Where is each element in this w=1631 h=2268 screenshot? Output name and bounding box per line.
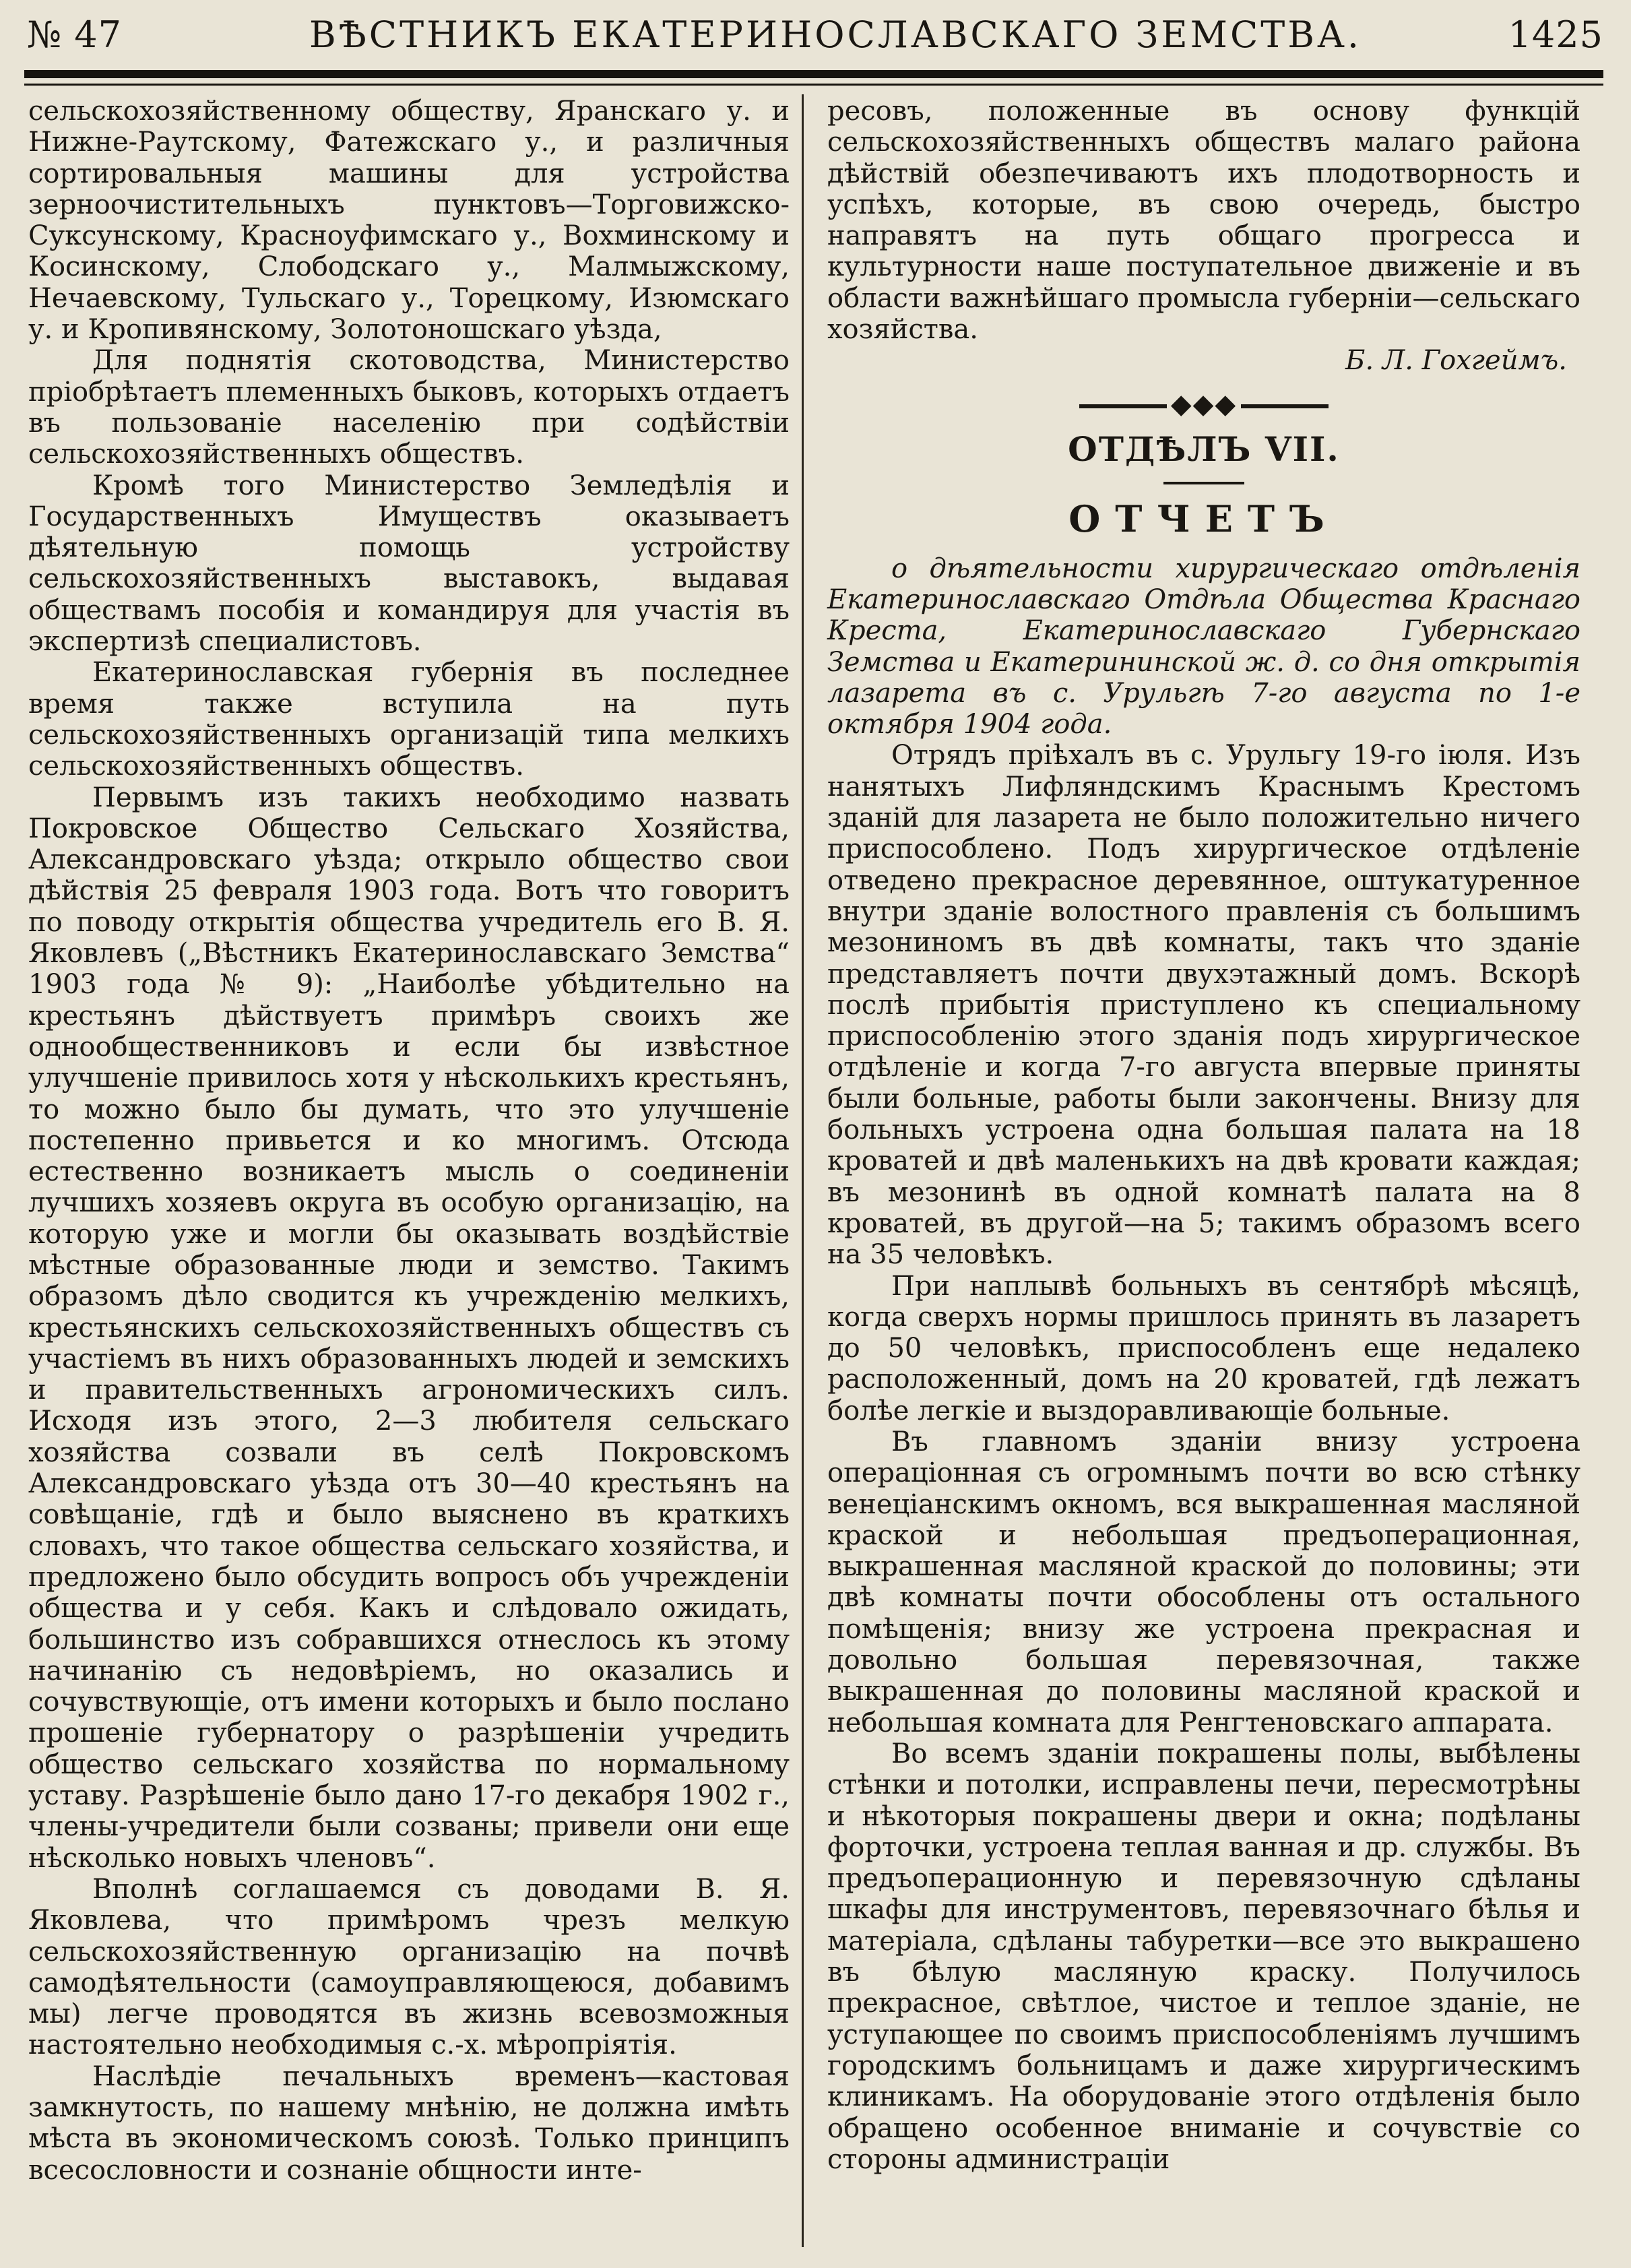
paragraph: Екатеринославская губернія въ последнее время также вступила на путь сельскохозяйственныхъ организацій типа мелкихъ сельскохозяйственныхъ обществъ. bbox=[28, 657, 790, 782]
section-title: ОТДѢЛЪ VII. bbox=[1068, 429, 1340, 469]
paragraph: сельскохозяйственному обществу, Яранскаго у. и Нижне-Раутскому, Фатежскаго у., и различныя сортировальныя машины для устройства зерноочистительныхъ пунктовъ—Торговижско-Суксунскому, Красноуфимскаго у., Вохминскому и Косинскому, Слободскаго у., Малмыжскому, Нечаевскому, Тульскаго у., Торецкому, Изюмскаго у. и Кропивянскому, Золотоношскаго уѣзда, bbox=[28, 96, 790, 346]
page-number: 1425 bbox=[1508, 13, 1603, 56]
issue-number: № 47 bbox=[27, 13, 122, 56]
header-rule-thin bbox=[24, 84, 1603, 86]
author-signature: Б. Л. Гохгеймъ. bbox=[1345, 345, 1567, 377]
paragraph: Отрядъ пріѣхалъ въ с. Урульгу 19-го іюля. Изъ нанятыхъ Лифляндскимъ Краснымъ Крестомъ зданій для лазарета не было положительно ничего приспособлено. Подъ хирургическое отдѣленіе отведено прекрасное деревянное, оштукатуренное внутри зданіе волостного правленія съ большимъ мезониномъ въ двѣ комнаты, такъ что зданіе представляетъ почти двухэтажный домъ. Вскорѣ послѣ прибытія приступлено къ специальному приспособленію этого зданія подъ хирургическое отдѣленіе и когда 7-го августа впервые приняты были больные, работы были закончены. Внизу для больныхъ устроена одна большая палата на 18 кроватей и двѣ маленькихъ на двѣ кровати каждая; въ мезонинѣ въ одной комнатѣ палата на 8 кроватей, въ другой—на 5; такимъ образомъ всего на 35 человѣкъ. bbox=[827, 740, 1580, 1271]
paragraph: ресовъ, положенные въ основу функцій сельскохозяйственныхъ обществъ малаго района дѣйствій обезпечиваютъ ихъ плодотворность и успѣхъ, которые, въ свою очередь, быстро направятъ на путь общаго прогресса и культурности наше поступательное движеніе и въ области важнѣйшаго промысла губерніи—сельскаго хозяйства. bbox=[827, 96, 1580, 346]
report-subtitle: о дѣятельности хирургическаго отдѣленія Екатеринославскаго Отдѣла Общества Краснаго Креста, Екатеринославскаго Губернскаго Земства и Екатерининской ж. д. со дня открытія лазарета въ с. Урульгѣ 7-го августа по 1-е октября 1904 года. bbox=[827, 553, 1580, 741]
paragraph: Вполнѣ соглашаемся съ доводами В. Я. Яковлева, что примѣромъ чрезъ мелкую сельскохозяйственную организацію на почвѣ самодѣятельности (самоуправляющеюся, добавимъ мы) легче проводятся въ жизнь всевозможныя настоятельно необходимыя с.-х. мѣропріятія. bbox=[28, 1873, 790, 2061]
ornament-divider: ◆◆◆ bbox=[827, 389, 1580, 420]
right-column bbox=[827, 96, 1580, 2175]
paragraph: Въ главномъ зданіи внизу устроена операціонная съ огромнымъ почти во всю стѣнку венеціанскимъ окномъ, вся выкрашенная масляной краской и небольшая предъоперационная, выкрашенная масляной краской до половины; эти двѣ комнаты почти обособлены отъ остального помѣщенія; внизу же устроена прекрасная и довольно большая перевязочная, также выкрашенная до половины масляной краской и небольшая комната для Ренгтеновскаго аппарата. bbox=[827, 1426, 1580, 1738]
short-rule bbox=[1163, 482, 1244, 484]
column-separator bbox=[802, 94, 804, 2247]
paragraph: Кромѣ того Министерство Земледѣлія и Государственныхъ Имуществъ оказываетъ дѣятельную помощь устройству сельскохозяйственныхъ выставокъ, выдавая обществамъ пособія и командируя для участія въ экспертизѣ специалистовъ. bbox=[28, 470, 790, 658]
paragraph: Во всемъ зданіи покрашены полы, выбѣлены стѣнки и потолки, исправлены печи, пересмотрѣны и нѣкоторыя покрашены двери и окна; подѣланы форточки, устроена теплая ванная и др. службы. Въ предъоперационную и перевязочную сдѣланы шкафы для инструментовъ, перевязочнаго бѣлья и матеріала, сдѣланы табуретки—все это выкрашено въ бѣлую масляную краску. Получилось прекрасное, свѣтлое, чистое и теплое зданіе, не уступающее по своимъ приспособленіямъ лучшимъ городскимъ больницамъ и даже хирургическимъ клиникамъ. На оборудованіе этого отдѣленія было обращено особенное вниманіе и сочувствіе со стороны администраціи bbox=[827, 1738, 1580, 2175]
journal-title: ВѢСТНИКЪ ЕКАТЕРИНОСЛАВСКАГО ЗЕМСТВА. bbox=[309, 13, 1362, 56]
report-title: ОТЧЕТЪ bbox=[1068, 497, 1339, 540]
paragraph: Наслѣдіе печальныхъ временъ—кастовая замкнутость, по нашему мнѣнію, не должна имѣть мѣста въ экономическомъ союзѣ. Только принципъ всесословности и сознаніе общности инте- bbox=[28, 2060, 790, 2186]
left-column bbox=[28, 96, 790, 2186]
paragraph: При наплывѣ больныхъ въ сентябрѣ мѣсяцѣ, когда сверхъ нормы пришлось принять въ лазаретъ до 50 человѣкъ, приспособленъ еще недалеко расположенный, домъ на 20 кроватей, гдѣ лежатъ болѣе легкіе и выздоравливающіе больные. bbox=[827, 1270, 1580, 1426]
paragraph: Для поднятія скотоводства, Министерство пріобрѣтаетъ племенныхъ быковъ, которыхъ отдаетъ въ пользованіе населенію при содѣйствіи сельскохозяйственныхъ обществъ. bbox=[28, 345, 790, 470]
header-rule-thick bbox=[24, 70, 1603, 78]
running-header bbox=[27, 5, 1603, 63]
paragraph: Первымъ изъ такихъ необходимо назвать Покровское Общество Сельскаго Хозяйства, Александровскаго уѣзда; открыло общество свои дѣйствія 25 февраля 1903 года. Вотъ что говоритъ по поводу открытія общества учредитель его В. Я. Яковлевъ („Вѣстникъ Екатеринославскаго Земства“ 1903 года № 9): „Наиболѣе убѣдительно на крестьянъ дѣйствуетъ примѣръ своихъ же однообщественниковъ и если бы извѣстное улучшеніе привилось хотя у нѣсколькихъ крестьянъ, то можно было бы думать, что это улучшеніе постепенно привьется и ко многимъ. Отсюда естественно возникаетъ мысль о соединеніи лучшихъ хозяевъ округа въ особую организацію, на которую уже и могли бы оказывать воздѣйствіе мѣстные образованные люди и земство. Такимъ образомъ дѣло сводится къ учрежденію мелкихъ, крестьянскихъ сельскохозяйственныхъ обществъ съ участіемъ въ нихъ образованныхъ людей и земскихъ и правительственныхъ агрономическихъ силъ. Исходя изъ этого, 2—3 любителя сельскагo хозяйства созвали въ селѣ Покровскомъ Александровскаго уѣзда отъ 30—40 крестьянъ на совѣщаніе, гдѣ и было выяснено въ краткихъ словахъ, что такое общества сельскаго хозяйства, и предложено было обсудить вопросъ объ учрежденіи общества и у себя. Какъ и слѣдовало ожидать, большинство изъ собравшихся отнеслось къ этому начинанію съ недовѣріемъ, но оказались и сочувствующіе, отъ имени которыхъ и было послано прошеніе губернатору о разрѣшеніи учредить общество сельскаго хозяйства по нормальному уставу. Разрѣшеніе было дано 17-го декабря 1902 г., члены-учредители были созваны; привели они еще нѣсколько новыхъ членовъ“. bbox=[28, 782, 790, 1874]
